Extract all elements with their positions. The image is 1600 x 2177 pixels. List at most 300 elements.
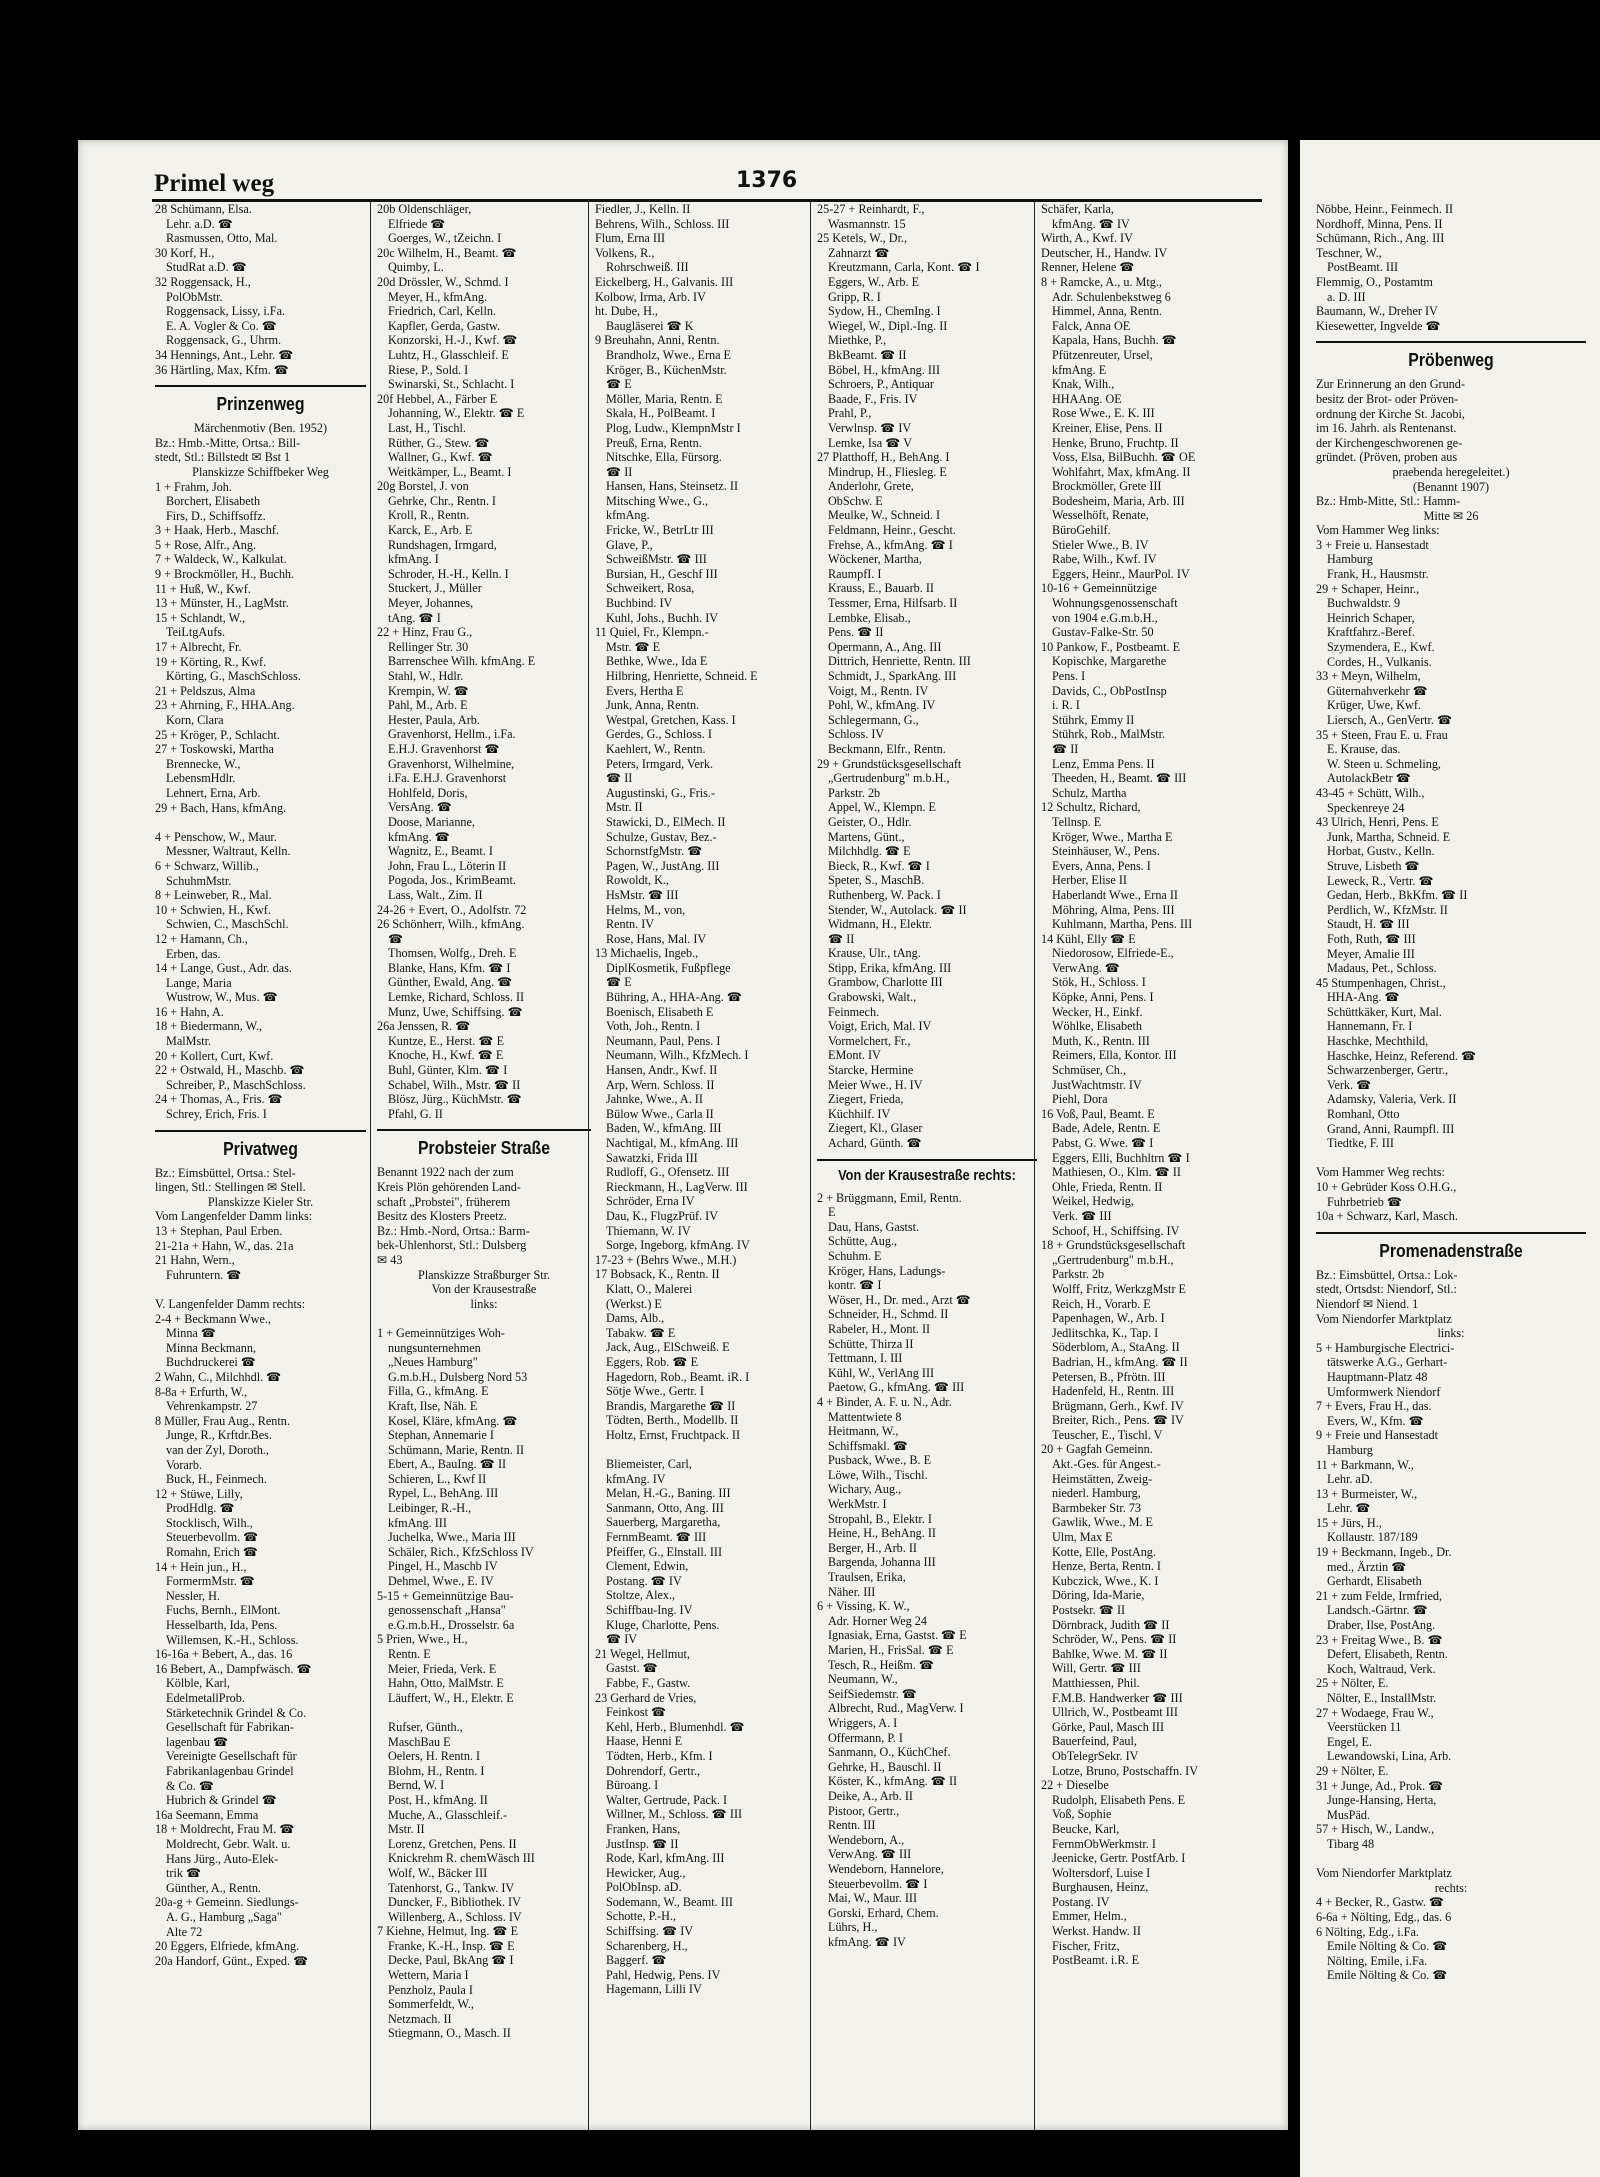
directory-entry: HHA-Ang. ☎ bbox=[1327, 990, 1400, 1005]
directory-entry: Fuchs, Bernh., ElMont. bbox=[166, 1603, 281, 1618]
directory-entry: 35 + Steen, Frau E. u. Frau bbox=[1316, 727, 1448, 742]
directory-entry: im 16. Jahrh. als Rentenanst. bbox=[1316, 421, 1457, 436]
directory-entry: Kollaustr. 187/189 bbox=[1327, 1530, 1418, 1545]
directory-entry: 27 + Toskowski, Martha bbox=[155, 742, 274, 757]
directory-entry: kfmAng. E bbox=[1052, 362, 1107, 377]
directory-entry: Schiffbau-Ing. IV bbox=[606, 1603, 693, 1617]
directory-entry: Günther, A., Rentn. bbox=[166, 1880, 261, 1895]
directory-entry: schaft „Probstei", früherem bbox=[377, 1194, 511, 1209]
directory-entry: Henke, Bruno, Fruchtp. II bbox=[1052, 435, 1179, 450]
directory-entry: ordnung der Kirche St. Jacobi, bbox=[1316, 406, 1465, 421]
directory-entry: Augustinski, G., Fris.- bbox=[606, 785, 716, 800]
directory-entry: Schwarzenberger, Gertr., bbox=[1327, 1063, 1449, 1078]
directory-entry: Stoltze, Alex., bbox=[606, 1588, 676, 1603]
directory-entry: Paetow, G., kfmAng. ☎ III bbox=[828, 1380, 965, 1395]
street-section bbox=[817, 1159, 1037, 1185]
directory-entry: Werkst. Handw. II bbox=[1052, 1924, 1141, 1939]
directory-entry: Miethke, P., bbox=[828, 333, 887, 348]
directory-entry: 25 + Nölter, E. bbox=[1316, 1676, 1389, 1691]
directory-entry: EdelmetallProb. bbox=[166, 1691, 245, 1705]
directory-entry: 13 Michaelis, Ingeb., bbox=[595, 946, 699, 961]
directory-entry: & Co. ☎ bbox=[166, 1778, 215, 1793]
directory-entry: VersAng. ☎ bbox=[388, 800, 452, 815]
directory-entry: Flum, Erna III bbox=[595, 231, 666, 246]
directory-entry: Kubczick, Wwe., K. I bbox=[1052, 1573, 1159, 1588]
directory-entry: Thiemann, W. IV bbox=[606, 1223, 691, 1238]
directory-entry: Renner, Helene ☎ bbox=[1041, 260, 1135, 275]
directory-entry: Stührk, Rob., MalMstr. bbox=[1052, 727, 1166, 742]
directory-entry: van der Zyl, Doroth., bbox=[166, 1442, 269, 1457]
directory-entry: Gravenhorst, Wilhelmine, bbox=[388, 756, 515, 771]
directory-entry: kfmAng. ☎ IV bbox=[1052, 216, 1130, 231]
directory-entry: 20 + Kollert, Curt, Kwf. bbox=[155, 1048, 274, 1063]
directory-entry: Stök, H., Schloss. I bbox=[1052, 975, 1146, 990]
directory-entry: Scharenberg, H., bbox=[606, 1938, 688, 1953]
directory-entry: Beckmann, Elfr., Rentn. bbox=[828, 741, 946, 756]
directory-entry: 31 + Junge, Ad., Prok. ☎ bbox=[1316, 1778, 1444, 1793]
directory-entry: Hewicker, Aug., bbox=[606, 1865, 686, 1880]
directory-entry: Boenisch, Elisabeth E bbox=[606, 1004, 714, 1019]
directory-entry: links: bbox=[1437, 1326, 1465, 1341]
directory-entry: Falck, Anna OE bbox=[1052, 318, 1131, 333]
directory-entry: Reich, H., Vorarb. E bbox=[1052, 1296, 1151, 1311]
directory-entry: Voigt, Erich, Mal. IV bbox=[828, 1019, 932, 1034]
directory-entry: 17-23 + (Behrs Wwe., M.H.) bbox=[595, 1252, 737, 1267]
directory-entry: Buck, H., Feinmech. bbox=[166, 1472, 267, 1487]
directory-entry: 3 + Freie u. Hansestadt bbox=[1316, 537, 1429, 552]
directory-entry: Grambow, Charlotte III bbox=[828, 975, 943, 990]
directory-entry: Gripp, R. I bbox=[828, 289, 881, 304]
directory-entry: Günther, Ewald, Ang. ☎ bbox=[388, 975, 513, 990]
directory-entry: Willenberg, A., Schloss. IV bbox=[388, 1909, 522, 1924]
directory-entry: Wöckener, Martha, bbox=[828, 552, 922, 567]
directory-entry: 13 + Burmeister, W., bbox=[1316, 1486, 1418, 1501]
directory-entry: Rentn. E bbox=[388, 1647, 431, 1661]
directory-entry: „Gertrudenburg" m.b.H., bbox=[828, 771, 950, 786]
directory-entry: Mitsching Wwe., G., bbox=[606, 493, 709, 508]
directory-entry: 12 Schultz, Richard, bbox=[1041, 800, 1141, 815]
directory-entry: StudRat a.D. ☎ bbox=[166, 260, 247, 275]
directory-entry: Mstr. II bbox=[606, 800, 643, 815]
directory-entry: Meyer, H., kfmAng. bbox=[388, 289, 488, 304]
directory-entry: Glave, P., bbox=[606, 537, 653, 552]
directory-entry: BüroGehilf. bbox=[1052, 523, 1111, 538]
directory-entry: Planskizze Kieler Str. bbox=[207, 1194, 314, 1209]
directory-entry: e.G.m.b.H., Drosselstr. 6a bbox=[388, 1617, 515, 1632]
directory-entry: Verwlnsp. ☎ IV bbox=[828, 420, 912, 435]
directory-entry: Martens, Günt., bbox=[828, 829, 905, 844]
directory-entry: Gustav-Falke-Str. 50 bbox=[1052, 625, 1154, 640]
directory-entry: LebensmHdlr. bbox=[166, 771, 236, 786]
directory-entry: Skala, H., PolBeamt. I bbox=[606, 406, 716, 421]
directory-entry: Gastst. ☎ bbox=[606, 1661, 658, 1676]
directory-entry: E. Krause, das. bbox=[1327, 742, 1401, 757]
directory-entry: Wolff, Fritz, WerkzgMstr E bbox=[1052, 1281, 1186, 1296]
directory-entry: ☎ E bbox=[606, 975, 632, 990]
directory-entry: Konzorski, H.-J., Kwf. ☎ bbox=[388, 333, 518, 348]
directory-entry: a. D. III bbox=[1327, 289, 1366, 304]
directory-entry: 21 Hahn, Wern., bbox=[155, 1253, 235, 1268]
directory-entry: Feldmann, Heinr., Gescht. bbox=[828, 523, 956, 538]
directory-entry: Schäfer, Karla, bbox=[1041, 202, 1114, 216]
directory-entry: Schlegermann, G., bbox=[828, 712, 919, 727]
directory-entry: HHAAng. OE bbox=[1052, 391, 1122, 406]
directory-entry: Bieck, R., Kwf. ☎ I bbox=[828, 858, 930, 873]
directory-entry: Kotte, Elle, PostAng. bbox=[1052, 1544, 1156, 1559]
directory-entry: 11 Quiel, Fr., Klempn.- bbox=[595, 625, 709, 640]
directory-entry: 4 + Penschow, W., Maur. bbox=[155, 829, 277, 844]
directory-entry: Wöhlke, Elisabeth bbox=[1052, 1019, 1143, 1034]
directory-entry: Klatt, O., Malerei bbox=[606, 1281, 693, 1296]
directory-entry: 45 Stumpenhagen, Christ., bbox=[1316, 975, 1446, 990]
directory-entry bbox=[1316, 1151, 1586, 1166]
directory-entry: Parkstr. 2b bbox=[1052, 1267, 1105, 1282]
directory-entry: Stocklisch, Wilh., bbox=[166, 1515, 253, 1530]
directory-entry: Söderblom, A., StaAng. II bbox=[1052, 1340, 1180, 1355]
directory-entry: 43-45 + Schütt, Wilh., bbox=[1316, 785, 1425, 800]
directory-entry: 2-4 + Beckmann Wwe., bbox=[155, 1311, 271, 1326]
directory-entry: Lührs, H., bbox=[828, 1920, 878, 1935]
directory-entry: Buchbind. IV bbox=[606, 596, 673, 611]
directory-entry: Hilbring, Henriette, Schneid. E bbox=[606, 669, 758, 683]
directory-entry: Lass, Walt., Zim. II bbox=[388, 887, 483, 902]
directory-entry: JustWachtmstr. IV bbox=[1052, 1077, 1142, 1092]
directory-entry: Wichary, Aug., bbox=[828, 1482, 902, 1497]
directory-entry: Hans Jürg., Auto-Elek- bbox=[166, 1851, 279, 1866]
directory-entry: Preuß, Erna, Rentn. bbox=[606, 435, 702, 450]
directory-entry: Borchert, Elisabeth bbox=[166, 494, 261, 509]
directory-entry: SchweißMstr. ☎ III bbox=[606, 552, 707, 567]
directory-entry: Kühl, W., VerlAng III bbox=[828, 1365, 935, 1380]
street-title: Pröbenweg bbox=[1408, 350, 1494, 371]
directory-entry: Netzmach. II bbox=[388, 2011, 452, 2026]
directory-entry: Vormelchert, Fr., bbox=[828, 1033, 911, 1048]
directory-entry: Heinrich Schaper, bbox=[1327, 610, 1415, 625]
directory-entry: Peters, Irmgard, Verk. bbox=[606, 756, 714, 771]
directory-entry: Bauerfeind, Paul, bbox=[1052, 1734, 1137, 1749]
directory-entry: Ulm, Max E bbox=[1052, 1530, 1113, 1545]
directory-entry: Minna Beckmann, bbox=[166, 1340, 257, 1355]
directory-entry: Kiesewetter, Ingvelde ☎ bbox=[1316, 318, 1441, 333]
directory-entry: Pens. I bbox=[1052, 669, 1086, 683]
directory-entry: Barrenschee Wilh. kfmAng. E bbox=[388, 654, 536, 669]
directory-entry: Eggers, Elli, Buchhltrn ☎ I bbox=[1052, 1150, 1190, 1165]
street-section bbox=[1316, 341, 1586, 371]
directory-entry: Mathiesen, O., Klm. ☎ II bbox=[1052, 1165, 1181, 1180]
directory-entry: Güternahverkehr ☎ bbox=[1327, 683, 1428, 698]
directory-entry: Läuffert, W., H., Elektr. E bbox=[388, 1690, 514, 1705]
directory-entry: SchornstfgMstr. ☎ bbox=[606, 844, 703, 859]
directory-entry: kfmAng. IV bbox=[606, 1471, 666, 1486]
directory-entry: Offermann, P. I bbox=[828, 1730, 903, 1745]
directory-entry: 21 Wegel, Hellmut, bbox=[595, 1646, 690, 1661]
directory-entry: Kreis Plön gehörenden Land- bbox=[377, 1180, 521, 1194]
directory-entry: Fiedler, J., Kelln. II bbox=[595, 202, 691, 216]
directory-entry: Zahnarzt ☎ bbox=[828, 245, 890, 260]
directory-entry: Bodesheim, Maria, Arb. III bbox=[1052, 493, 1185, 508]
directory-entry: Bursian, H., Geschf III bbox=[606, 566, 718, 581]
directory-entry: Franke, K.-H., Insp. ☎ E bbox=[388, 1938, 515, 1953]
directory-entry: Zur Erinnerung an den Grund- bbox=[1316, 377, 1465, 392]
directory-entry: Milchhdlg. ☎ E bbox=[828, 844, 911, 859]
directory-entry: Frehse, A., kfmAng. ☎ I bbox=[828, 537, 953, 552]
directory-entry: Wagnitz, E., Beamt. I bbox=[388, 844, 493, 859]
directory-entry: Planskizze Schiffbeker Weg bbox=[192, 464, 329, 479]
directory-entry: Prahl, P., bbox=[828, 406, 872, 421]
directory-entry: Mai, W., Maur. III bbox=[828, 1891, 918, 1906]
directory-entry: E bbox=[828, 1205, 836, 1220]
directory-entry: Tiedtke, F. III bbox=[1327, 1136, 1394, 1151]
street-section bbox=[1316, 1232, 1586, 1262]
column-1 bbox=[155, 202, 366, 2130]
directory-entry: Lemke, Isa ☎ V bbox=[828, 435, 912, 450]
directory-entry: Vom Langenfelder Damm links: bbox=[155, 1209, 313, 1224]
directory-entry: Kopischke, Margarethe bbox=[1052, 654, 1167, 669]
directory-entry: Widmann, H., Elektr. bbox=[828, 917, 932, 932]
directory-entry: ☎ II bbox=[1052, 741, 1079, 756]
directory-entry: Rose, Hans, Mal. IV bbox=[606, 931, 707, 946]
directory-entry: (Werkst.) E bbox=[606, 1296, 662, 1311]
directory-entry: Schiffsing. ☎ IV bbox=[606, 1924, 694, 1939]
column-4 bbox=[810, 202, 1037, 2130]
directory-entry: 20a-g + Gemeinn. Siedlungs- bbox=[155, 1895, 299, 1910]
directory-entry: Junk, Martha, Schneid. E bbox=[1327, 829, 1451, 844]
directory-entry: Rypel, L., BehAng. III bbox=[388, 1486, 499, 1501]
directory-entry: 16 Bebert, A., Dampfwäsch. ☎ bbox=[155, 1661, 312, 1676]
directory-entry: 8 Müller, Frau Aug., Rentn. bbox=[155, 1413, 290, 1428]
directory-entry bbox=[155, 815, 366, 830]
directory-entry: Schoof, H., Schiffsing. IV bbox=[1052, 1223, 1180, 1238]
directory-entry: Meyer, Johannes, bbox=[388, 596, 474, 611]
directory-entry: stedt, Ortsdst: Niendorf, Stl.: bbox=[1316, 1282, 1457, 1297]
directory-entry: Romhanl, Otto bbox=[1327, 1107, 1400, 1122]
directory-entry: i.Fa. E.H.J. Gravenhorst bbox=[388, 771, 507, 786]
directory-entry: lingen, Stl.: Stellingen ✉ Stell. bbox=[155, 1180, 306, 1195]
directory-entry: Meier Wwe., H. IV bbox=[828, 1077, 923, 1092]
directory-entry: 20 + Gagfah Gemeinn. bbox=[1041, 1442, 1153, 1457]
directory-entry: Anderlohr, Grete, bbox=[828, 479, 914, 494]
directory-entry: 15 + Jürs, H., bbox=[1316, 1515, 1382, 1530]
directory-entry: Penzholz, Paula I bbox=[388, 1982, 473, 1997]
directory-entry: 20 Eggers, Elfriede, kfmAng. bbox=[155, 1939, 300, 1954]
directory-entry: Gorski, Erhard, Chem. bbox=[828, 1905, 939, 1920]
directory-entry: Stephan, Annemarie I bbox=[388, 1428, 494, 1443]
directory-entry: Wallner, G., Kwf. ☎ bbox=[388, 450, 493, 465]
directory-entry: 23 Gerhard de Vries, bbox=[595, 1690, 697, 1705]
directory-entry: Thomsen, Wolfg., Dreh. E bbox=[388, 946, 517, 961]
directory-entry: Nitschke, Ella, Fürsorg. bbox=[606, 450, 722, 465]
directory-entry: Bz.: Hmb.-Mitte, Ortsa.: Bill- bbox=[155, 435, 301, 450]
directory-entry: 57 + Hisch, W., Landw., bbox=[1316, 1822, 1435, 1837]
directory-entry: Wendeborn, Hannelore, bbox=[828, 1861, 944, 1876]
directory-entry: Wohnungsgenossenschaft bbox=[1052, 596, 1178, 611]
directory-entry: 7 + Evers, Frau H., das. bbox=[1316, 1399, 1432, 1414]
directory-entry: Gehrke, Chr., Rentn. I bbox=[388, 493, 496, 508]
directory-entry: Näher. III bbox=[828, 1584, 876, 1599]
directory-entry: ☎ II bbox=[606, 464, 633, 479]
directory-entry: Voss, Elsa, BilBuchh. ☎ OE bbox=[1052, 450, 1196, 465]
directory-entry: Schabel, Wilh., Mstr. ☎ II bbox=[388, 1077, 521, 1092]
directory-entry: Pahl, Hedwig, Pens. IV bbox=[606, 1967, 721, 1982]
column-3 bbox=[588, 202, 813, 2130]
directory-entry: Wöser, H., Dr. med., Arzt ☎ bbox=[828, 1292, 971, 1307]
directory-entry: 7 + Waldeck, W., Kalkulat. bbox=[155, 552, 287, 567]
directory-entry: Stawicki, D., ElMech. II bbox=[606, 814, 726, 829]
directory-entry: PolObInsp. aD. bbox=[606, 1880, 682, 1895]
directory-entry: Post, H., kfmAng. II bbox=[388, 1792, 488, 1807]
directory-entry: Lotze, Bruno, Postschaffn. IV bbox=[1052, 1763, 1198, 1778]
directory-entry: FernmBeamt. ☎ III bbox=[606, 1530, 707, 1545]
directory-entry: Leibinger, R.-H., bbox=[388, 1501, 472, 1516]
directory-entry: Sydow, H., ChemIng. I bbox=[828, 304, 941, 319]
directory-entry: Schröder, Erna IV bbox=[606, 1194, 695, 1209]
directory-entry: Gedan, Herb., BkKfm. ☎ II bbox=[1327, 888, 1468, 903]
directory-entry: Messner, Waltraut, Kelln. bbox=[166, 844, 291, 859]
directory-entry: Ziegert, Kl., Glaser bbox=[828, 1121, 923, 1136]
directory-entry: Haschke, Mechthild, bbox=[1327, 1034, 1429, 1049]
directory-entry: 15 + Schlandt, W., bbox=[155, 610, 246, 625]
directory-entry: 7 Kiehne, Helmut, Ing. ☎ E bbox=[377, 1924, 519, 1939]
directory-entry: Madaus, Pet., Schloss. bbox=[1327, 961, 1437, 976]
directory-entry: Pahl, M., Arb. E bbox=[388, 698, 468, 713]
directory-entry: Tellnsp. E bbox=[1052, 814, 1102, 829]
directory-entry: Rüther, G., Stew. ☎ bbox=[388, 435, 490, 450]
directory-entry: Steinhäuser, W., Pens. bbox=[1052, 844, 1160, 859]
directory-entry: Horbat, Gustv., Kelln. bbox=[1327, 844, 1435, 859]
directory-entry: Evers, Hertha E bbox=[606, 683, 684, 698]
street-title: Promenadenstraße bbox=[1379, 1240, 1523, 1261]
directory-entry: Hester, Paula, Arb. bbox=[388, 712, 480, 727]
directory-entry: Kehl, Herb., Blumenhdl. ☎ bbox=[606, 1719, 745, 1734]
directory-entry: Hubrich & Grindel ☎ bbox=[166, 1793, 277, 1808]
directory-entry: Clement, Edwin, bbox=[606, 1559, 689, 1574]
directory-entry: 32 Roggensack, H., bbox=[155, 274, 251, 289]
directory-entry: Lehr. ☎ bbox=[1327, 1501, 1371, 1516]
directory-entry: Fuhrbetrieb ☎ bbox=[1327, 1194, 1403, 1209]
directory-entry: Fabrikanlagenbau Grindel bbox=[166, 1763, 294, 1778]
directory-entry: Schmidt, J., SparkAng. III bbox=[828, 669, 957, 683]
directory-entry: Kolbow, Irma, Arb. IV bbox=[595, 289, 706, 304]
directory-entry: Rudloff, G., Ofensetz. III bbox=[606, 1165, 730, 1180]
directory-entry: Emmer, Helm., bbox=[1052, 1909, 1127, 1924]
directory-entry: Postang. ☎ IV bbox=[606, 1573, 682, 1588]
directory-entry: Rufser, Günth., bbox=[388, 1719, 463, 1734]
directory-entry: Kapala, Hans, Buchh. ☎ bbox=[1052, 333, 1177, 348]
directory-entry: Henze, Berta, Rentn. I bbox=[1052, 1559, 1161, 1574]
directory-entry: MalMstr. bbox=[166, 1034, 212, 1049]
directory-entry: Kosel, Kläre, kfmAng. ☎ bbox=[388, 1413, 518, 1428]
directory-entry: Leweck, R., Vertr. ☎ bbox=[1327, 873, 1434, 888]
directory-entry: Küchhilf. IV bbox=[828, 1106, 891, 1121]
directory-entry: Krüger, Uwe, Kwf. bbox=[1327, 698, 1421, 713]
directory-entry: ProdHdlg. ☎ bbox=[166, 1501, 235, 1516]
directory-entry: Hansen, Hans, Steinsetz. II bbox=[606, 479, 738, 494]
directory-entry: Muth, K., Rentn. III bbox=[1052, 1033, 1150, 1048]
directory-entry: 10 + Gebrüder Koss O.H.G., bbox=[1316, 1180, 1457, 1194]
street-title: Prinzenweg bbox=[216, 394, 305, 415]
directory-entry: 20c Wilhelm, H., Beamt. ☎ bbox=[377, 245, 517, 260]
directory-entry: Cordes, H., Vulkanis. bbox=[1327, 654, 1432, 669]
directory-entry: trik ☎ bbox=[166, 1866, 202, 1881]
directory-entry: Parkstr. 2b bbox=[828, 785, 881, 800]
directory-entry: Melan, H.-G., Baning. III bbox=[606, 1486, 731, 1501]
directory-entry: Speckenreye 24 bbox=[1327, 800, 1405, 815]
directory-entry: Pistoor, Gertr., bbox=[828, 1803, 900, 1818]
directory-entry: Junge, R., Krftdr.Bes. bbox=[166, 1428, 272, 1443]
directory-entry: Rentn. IV bbox=[606, 917, 655, 932]
directory-entry: der Kirchengeschworenen ge- bbox=[1316, 435, 1463, 450]
directory-entry: 10 + Schwien, H., Kwf. bbox=[155, 902, 271, 917]
directory-entry: Schuhm. E bbox=[828, 1248, 882, 1263]
directory-entry: Böbel, H., kfmAng. III bbox=[828, 362, 941, 377]
directory-entry: Ebert, A., BauIng. ☎ II bbox=[388, 1457, 507, 1472]
directory-entry: Jack, Aug., ElSchweiß. E bbox=[606, 1340, 730, 1355]
directory-entry: Schweikert, Rosa, bbox=[606, 581, 695, 596]
directory-entry: Meier, Frieda, Verk. E bbox=[388, 1661, 497, 1676]
directory-entry: Buchdruckerei ☎ bbox=[166, 1355, 256, 1370]
directory-entry: Landsch.-Gärtnr. ☎ bbox=[1327, 1603, 1428, 1618]
directory-entry: besitz der Brot- oder Pröven- bbox=[1316, 391, 1459, 406]
directory-entry: Bade, Adele, Rentn. E bbox=[1052, 1121, 1161, 1136]
directory-entry: 24-26 + Evert, O., Adolfstr. 72 bbox=[377, 902, 527, 917]
directory-entry: Gerdes, G., Schloss. I bbox=[606, 727, 712, 742]
directory-entry: Theeden, H., Beamt. ☎ III bbox=[1052, 771, 1187, 786]
directory-entry: 11 + Barkmann, W., bbox=[1316, 1457, 1414, 1472]
directory-entry: Bühring, A., HHA-Ang. ☎ bbox=[606, 990, 743, 1005]
directory-entry: 19 + Beckmann, Ingeb., Dr. bbox=[1316, 1545, 1452, 1560]
directory-entry: Pingel, H., Maschb IV bbox=[388, 1559, 498, 1574]
directory-entry: Speter, S., MaschB. bbox=[828, 873, 925, 888]
directory-entry: SchuhmMstr. bbox=[166, 873, 232, 888]
directory-entry: Badrian, H., kfmAng. ☎ II bbox=[1052, 1354, 1188, 1369]
directory-entry: Deutscher, H., Handw. IV bbox=[1041, 245, 1168, 260]
directory-entry: Schümann, Rich., Ang. III bbox=[1316, 231, 1445, 246]
directory-entry: Lange, Maria bbox=[166, 975, 232, 990]
directory-entry: Schäler, Rich., KfzSchloss IV bbox=[388, 1544, 534, 1559]
directory-entry: Starcke, Hermine bbox=[828, 1063, 914, 1078]
directory-entry: Rabe, Wilh., Kwf. IV bbox=[1052, 552, 1157, 567]
directory-entry: Bargenda, Johanna III bbox=[828, 1555, 936, 1570]
street-title: Probsteier Straße bbox=[417, 1138, 551, 1159]
directory-entry: Sodemann, W., Beamt. III bbox=[606, 1894, 733, 1909]
directory-entry: 30 Korf, H., bbox=[155, 245, 215, 260]
page-number: 1376 bbox=[736, 168, 798, 193]
directory-entry: 18 + Biedermann, W., bbox=[155, 1019, 263, 1034]
directory-entry: VerwAng. ☎ bbox=[1052, 960, 1120, 975]
directory-entry: Wustrow, W., Mus. ☎ bbox=[166, 990, 278, 1005]
directory-entry: Liersch, A., GenVertr. ☎ bbox=[1327, 713, 1453, 727]
directory-entry: Märchenmotiv (Ben. 1952) bbox=[193, 421, 327, 436]
directory-entry: 29 + Nölter, E. bbox=[1316, 1763, 1389, 1778]
directory-entry: Sanmann, Otto, Ang. III bbox=[606, 1500, 724, 1515]
directory-entry: Matthiessen, Phil. bbox=[1052, 1675, 1140, 1690]
directory-entry: 26a Jenssen, R. ☎ bbox=[377, 1019, 471, 1034]
directory-entry: Goerges, W., tZeichn. I bbox=[388, 231, 502, 246]
directory-entry: Schotte, P.-H., bbox=[606, 1909, 677, 1924]
directory-entry: 5 + Hamburgische Electrici- bbox=[1316, 1340, 1455, 1355]
directory-entry: Haschke, Heinz, Referend. ☎ bbox=[1327, 1048, 1477, 1063]
directory-entry: Oelers, H. Rentn. I bbox=[388, 1749, 481, 1764]
directory-entry: 17 + Albrecht, Fr. bbox=[155, 640, 242, 655]
directory-entry: PolObMstr. bbox=[166, 289, 223, 304]
directory-entry: 25 + Kröger, P., Schlacht. bbox=[155, 727, 280, 742]
directory-entry: Heine, H., BehAng. II bbox=[828, 1526, 936, 1541]
directory-entry: Hansen, Andr., Kwf. II bbox=[606, 1063, 718, 1078]
directory-entry: Lemke, Richard, Schloss. II bbox=[388, 990, 525, 1005]
directory-entry: Evers, W., Kfm. ☎ bbox=[1327, 1413, 1424, 1428]
directory-entry: Weikel, Hedwig, bbox=[1052, 1194, 1134, 1209]
directory-entry: Alte 72 bbox=[166, 1924, 203, 1939]
